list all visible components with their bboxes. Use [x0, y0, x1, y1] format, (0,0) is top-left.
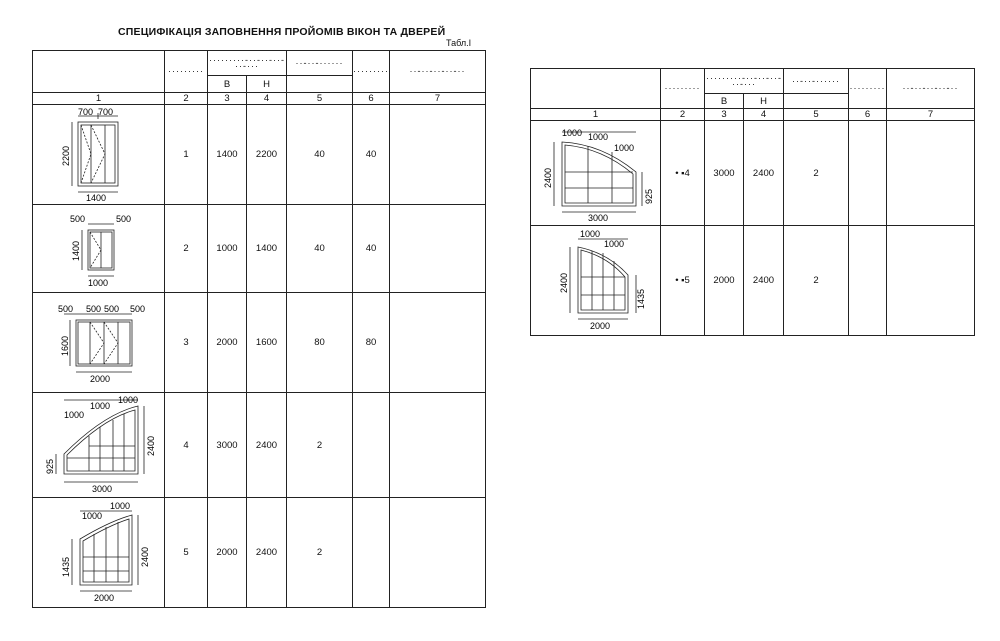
- cell-mark: 5: [165, 498, 208, 608]
- window-drawing-5: [33, 498, 165, 608]
- cell-mark: 3: [165, 293, 208, 393]
- dim-label: 2400: [139, 546, 150, 567]
- dim-label: 925: [643, 188, 654, 204]
- cell-height: 2400: [247, 498, 287, 608]
- dim-label: 3000: [587, 212, 608, 223]
- cell-notes: [887, 226, 975, 336]
- window-drawing-4: [33, 393, 165, 498]
- cell-col6: 40: [353, 205, 390, 293]
- column-number: 2: [661, 109, 705, 121]
- dim-label: 1000: [89, 400, 110, 411]
- cell-col5: 2: [784, 226, 849, 336]
- cell-height: 2400: [744, 226, 784, 336]
- window-drawing-1: [33, 105, 165, 205]
- dim-label: 925: [44, 458, 55, 474]
- header-cell-6: ·········: [353, 51, 390, 93]
- window-drawing-5-right: [531, 226, 661, 336]
- cell-notes: [390, 293, 486, 393]
- dim-label: 1000: [117, 394, 138, 405]
- cell-col6: 80: [353, 293, 390, 393]
- header-cell-34: ·········-··-··-··-··-···: [705, 69, 784, 94]
- column-number: 1: [531, 109, 661, 121]
- dim-label: 1400: [85, 192, 106, 203]
- cell-height: 2400: [744, 121, 784, 226]
- page-title: СПЕЦИФІКАЦІЯ ЗАПОВНЕННЯ ПРОЙОМІВ ВІКОН ТА ДВЕРЕЙ: [118, 26, 446, 38]
- column-number: 5: [784, 109, 849, 121]
- cell-col5: 2: [287, 498, 353, 608]
- header-sub-b: В: [208, 76, 247, 93]
- column-number: 1: [33, 93, 165, 105]
- cell-notes: [390, 105, 486, 205]
- dim-label: 500: [103, 303, 119, 314]
- header-cell-34: ·········-··-··-··-··-···: [208, 51, 287, 76]
- cell-height: 1600: [247, 293, 287, 393]
- table-row: [531, 121, 975, 226]
- cell-width: 3000: [705, 121, 744, 226]
- header-cell-2: ·········: [165, 51, 208, 93]
- cell-col6: [353, 393, 390, 498]
- dim-label: 500: [129, 303, 145, 314]
- cell-mark: 4: [165, 393, 208, 498]
- column-number: 6: [849, 109, 887, 121]
- cell-col5: 2: [287, 393, 353, 498]
- dim-label: 1000: [109, 500, 130, 511]
- header-cell-1: [531, 69, 661, 109]
- cell-width: 2000: [208, 498, 247, 608]
- cell-col6: [353, 498, 390, 608]
- dim-label: 2400: [542, 167, 553, 188]
- cell-col5: 2: [784, 121, 849, 226]
- cell-width: 3000: [208, 393, 247, 498]
- column-number: 6: [353, 93, 390, 105]
- cell-col5: 40: [287, 105, 353, 205]
- window-drawing-2: [33, 205, 165, 293]
- header-cell-7: ··-··-··-··-··: [887, 69, 975, 109]
- dim-label: 2400: [558, 272, 569, 293]
- column-number: 4: [744, 109, 784, 121]
- dim-label: 1000: [587, 131, 608, 142]
- cell-mark: 1: [165, 105, 208, 205]
- dim-label: 500: [85, 303, 101, 314]
- header-sub-5: [287, 76, 353, 93]
- dim-label: 1400: [70, 240, 81, 261]
- cell-height: 1400: [247, 205, 287, 293]
- header-sub-5: [784, 94, 849, 109]
- table-row: [33, 105, 486, 205]
- cell-notes: [390, 205, 486, 293]
- dim-label: 2400: [145, 435, 156, 456]
- cell-notes: [887, 121, 975, 226]
- header-cell-5: ··-··-······: [784, 69, 849, 94]
- cell-height: 2200: [247, 105, 287, 205]
- cell-width: 1000: [208, 205, 247, 293]
- cell-notes: [390, 393, 486, 498]
- table-row: [33, 498, 486, 608]
- table-row: [33, 293, 486, 393]
- header-sub-h: Н: [744, 94, 784, 109]
- column-number: 5: [287, 93, 353, 105]
- table-row: [531, 226, 975, 336]
- cell-width: 2000: [705, 226, 744, 336]
- cell-col6: 40: [353, 105, 390, 205]
- dim-label: 1000: [579, 228, 600, 239]
- dim-label: 1000: [81, 510, 102, 521]
- header-cell-1: [33, 51, 165, 93]
- column-number: 3: [705, 109, 744, 121]
- spec-table: [32, 50, 486, 608]
- dim-label: 1000: [603, 238, 624, 249]
- header-sub-b: В: [705, 94, 744, 109]
- dim-label: 500: [115, 213, 131, 224]
- cell-col5: 80: [287, 293, 353, 393]
- cell-col5: 40: [287, 205, 353, 293]
- dim-label: 500: [57, 303, 73, 314]
- table-label: Табл.І: [446, 38, 472, 48]
- cell-height: 2400: [247, 393, 287, 498]
- dim-label: 1000: [63, 409, 84, 420]
- header-cell-2: ·········: [661, 69, 705, 109]
- cell-col6: [849, 226, 887, 336]
- cell-notes: [390, 498, 486, 608]
- column-number: 7: [390, 93, 486, 105]
- dim-label: 700: [97, 106, 113, 117]
- column-number: 3: [208, 93, 247, 105]
- header-cell-7: ··-··-··-··-··: [390, 51, 486, 93]
- header-sub-h: Н: [247, 76, 287, 93]
- dim-label: 3000: [91, 483, 112, 494]
- dim-label: 1000: [561, 127, 582, 138]
- cell-col6: [849, 121, 887, 226]
- column-number: 4: [247, 93, 287, 105]
- header-cell-5: ··-··-······: [287, 51, 353, 76]
- cell-mark: • ▪5: [661, 226, 705, 336]
- dim-label: 700: [77, 106, 93, 117]
- header-cell-6: ·········: [849, 69, 887, 109]
- column-number: 2: [165, 93, 208, 105]
- dim-label: 500: [69, 213, 85, 224]
- cell-width: 2000: [208, 293, 247, 393]
- cell-width: 1400: [208, 105, 247, 205]
- window-drawing-4-right: [531, 121, 661, 226]
- window-drawing-3: [33, 293, 165, 393]
- spec-table: [530, 68, 975, 336]
- dim-label: 1435: [60, 556, 71, 577]
- column-number: 7: [887, 109, 975, 121]
- dim-label: 2000: [89, 373, 110, 384]
- dim-label: 2200: [60, 145, 71, 166]
- spec-table-right: [530, 68, 975, 336]
- dim-label: 2000: [589, 320, 610, 331]
- spec-table-left: [32, 50, 486, 608]
- dim-label: 2000: [93, 592, 114, 603]
- dim-label: 1435: [635, 288, 646, 309]
- cell-mark: • ▪4: [661, 121, 705, 226]
- dim-label: 1000: [613, 142, 634, 153]
- table-row: [33, 205, 486, 293]
- table-row: [33, 393, 486, 498]
- dim-label: 1000: [87, 277, 108, 288]
- dim-label: 1600: [59, 335, 70, 356]
- cell-mark: 2: [165, 205, 208, 293]
